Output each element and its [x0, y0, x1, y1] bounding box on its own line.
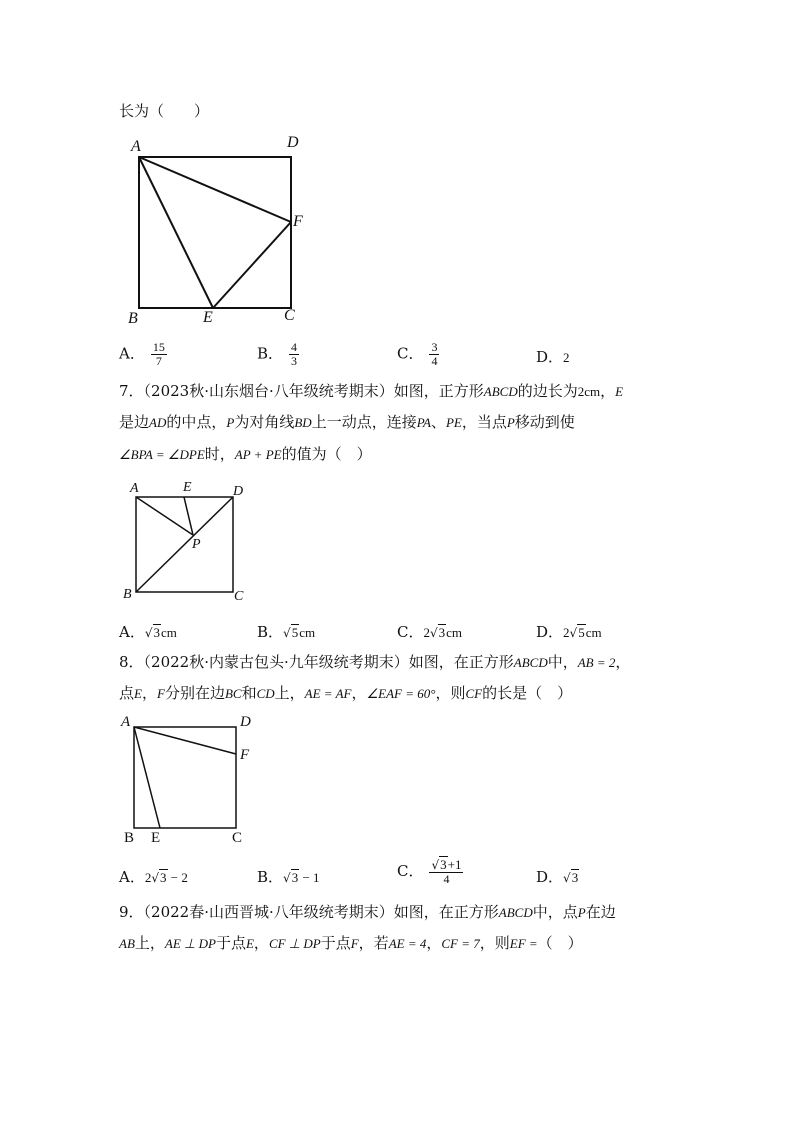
q8-stem-line-2: 点E，F分别在边BC和CD上，AE = AF，∠EAF = 60°，则CF的长是（ ） — [119, 684, 573, 702]
q9-stem-line-1: 9．（2022春·山西晋城·八年级统考期末）如图，在正方形ABCD中，点P在边 — [119, 903, 616, 921]
q8-label-c: C — [232, 830, 243, 846]
q6-label-f: F — [293, 213, 303, 230]
q7-option-d[interactable]: D．2√5cm — [536, 623, 602, 641]
q7-label-p: P — [192, 537, 201, 552]
q6-stem-tail: 长为（ ） — [119, 102, 210, 120]
q8-label-f: F — [240, 747, 250, 763]
q7-label-b: B — [123, 587, 132, 602]
q8-option-a[interactable]: A．2√3 − 2 — [119, 868, 188, 886]
q8-option-d[interactable]: D．√3 — [536, 868, 579, 886]
q7-label-a: A — [130, 481, 139, 496]
q7-stem-line-1: 7．（2023秋·山东烟台·八年级统考期末）如图，正方形ABCD的边长为2cm，E — [119, 382, 624, 400]
q8-option-b[interactable]: B．√3 − 1 — [257, 868, 320, 886]
q7-option-a[interactable]: A．√3cm — [119, 623, 177, 641]
q7-label-c: C — [234, 589, 244, 604]
q6-label-d: D — [287, 134, 299, 151]
q6-option-d[interactable]: D．2 — [536, 348, 570, 366]
q6-option-a[interactable]: A． $\frac{15}{7}$ — [119, 340, 165, 368]
q7-label-e: E — [183, 480, 192, 495]
q7-label-d: D — [233, 484, 244, 499]
q8-stem-line-1: 8．（2022秋·内蒙古包头·九年级统考期末）如图，在正方形ABCD中，AB = 2， — [119, 653, 631, 671]
q6-label-b: B — [128, 310, 138, 327]
q7-stem-line-3: ∠BPA = ∠DPE时，AP + PE的值为（ ） — [119, 445, 372, 463]
q7-option-c[interactable]: C．2√3cm — [397, 623, 463, 641]
q8-option-c[interactable]: C． $\frac{√3+1}{4}$ — [397, 857, 462, 886]
q6-option-c[interactable]: C． $\frac{3}{4}$ — [397, 340, 438, 368]
q6-label-a: A — [131, 138, 141, 155]
q9-stem-line-2: AB上，AE ⊥ DP于点E，CF ⊥ DP于点F，若AE = 4，CF = 7，则EF =（ ） — [119, 934, 583, 952]
q7-option-b[interactable]: B．√5cm — [257, 623, 316, 641]
q7-stem-line-2: 是边AD的中点，P为对角线BD上一动点，连接PA、PE，当点P移动到使 — [119, 413, 575, 431]
q8-label-a: A — [121, 714, 131, 730]
q8-label-d: D — [240, 714, 251, 730]
q8-label-b: B — [124, 830, 135, 846]
q8-label-e: E — [151, 830, 161, 846]
q6-label-e: E — [203, 309, 213, 326]
q6-label-c: C — [284, 307, 295, 324]
q6-option-b[interactable]: B． $\frac{4}{3}$ — [257, 340, 298, 368]
